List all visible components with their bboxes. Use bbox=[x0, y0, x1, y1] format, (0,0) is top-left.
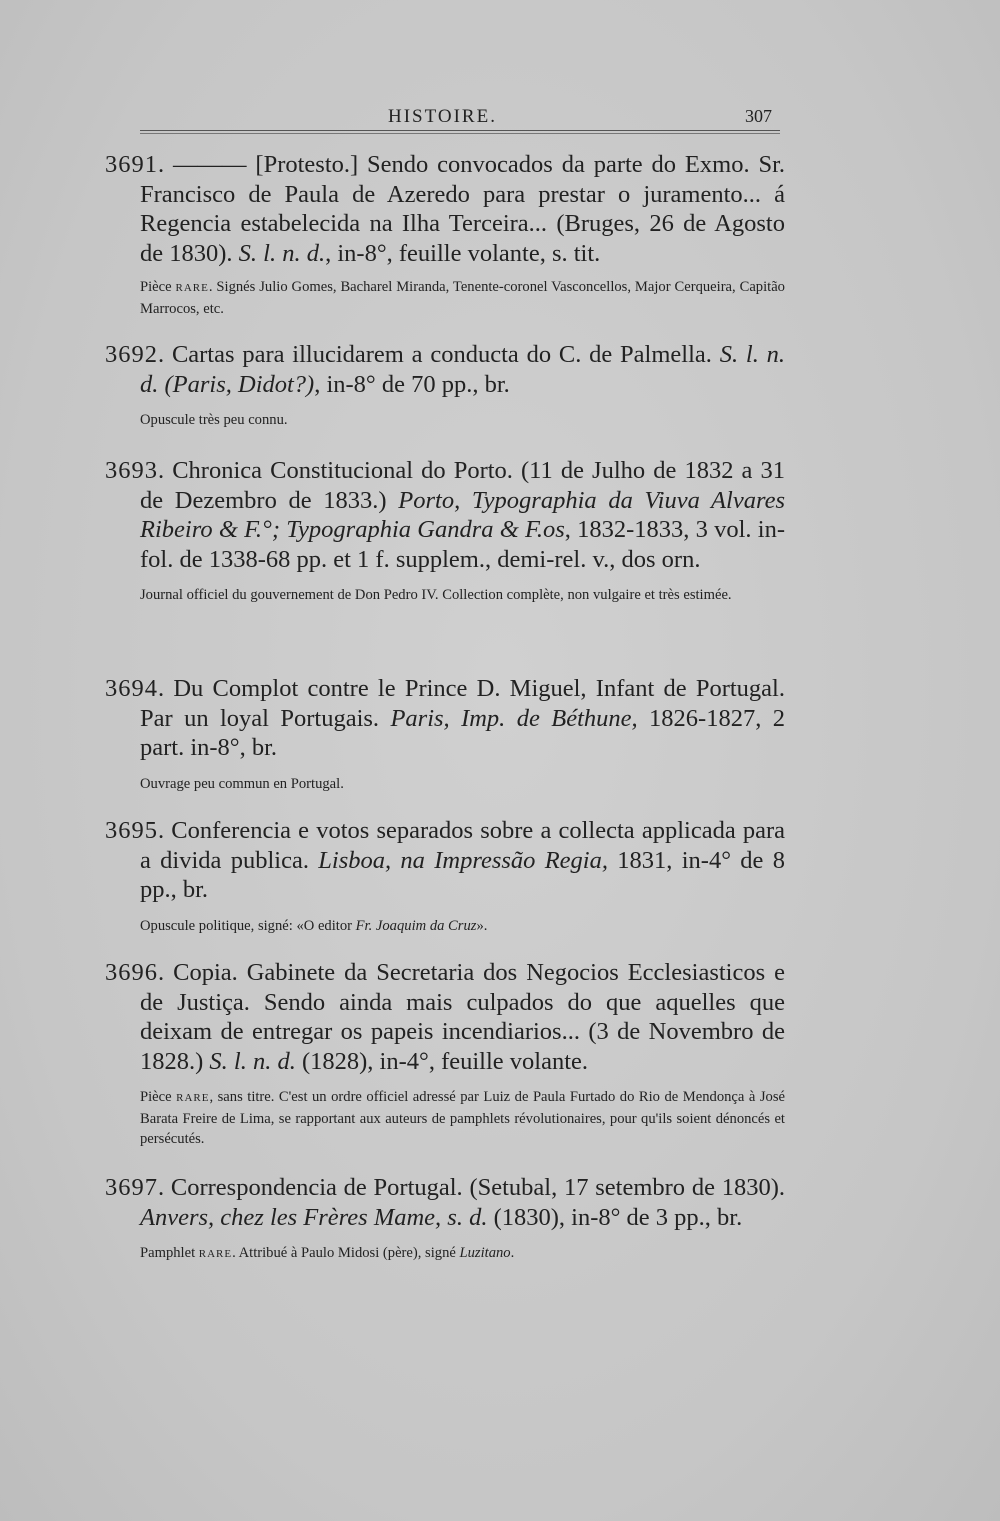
entry-imprint: Lisboa, na Impressão Regia, bbox=[318, 846, 608, 874]
entry-text: Chronica Constitucional do Porto. (11 de Julho de 1832 a 31 de Dezembro de 1833.) bbox=[140, 457, 785, 514]
entry-main-text: 3691. ——— [Protesto.] Sendo convocados da parte do Exmo. Sr. Francisco de Paula de Azeredo para prestar o juramento... á Regencia estabelecida na Ilha Terceira... (Bruges, 26 de Agosto de 1830). S. l. n. d., in-8°, feuille volante, s. tit. bbox=[105, 151, 786, 267]
note-signature: Luzitano bbox=[459, 1245, 511, 1261]
entry-note: Opuscule très peu connu. bbox=[140, 412, 288, 428]
entry-text: Correspondencia de Portugal. (Setubal, 17 setembro de 1830). bbox=[170, 1174, 785, 1201]
entry-note bbox=[140, 916, 785, 937]
entry-number: 3695 bbox=[105, 817, 158, 844]
running-header bbox=[140, 106, 780, 130]
entry-number: 3693 bbox=[105, 457, 158, 484]
entry-number: 3692 bbox=[105, 341, 158, 368]
page-number: 307 bbox=[745, 106, 772, 126]
catalog-entry-3694 bbox=[105, 674, 785, 794]
catalog-entry-3696 bbox=[105, 958, 785, 1150]
entry-number: 3696 bbox=[105, 959, 158, 986]
entry-note bbox=[140, 1243, 785, 1265]
note-text: Pièce bbox=[140, 279, 176, 295]
entry-text: Cartas para illucidarem a conducta do C. de Palmella. bbox=[171, 341, 720, 368]
entry-main-text: 3694. Du Complot contre le Prince D. Miguel, Infant de Portugal. Par un loyal Portugais. Paris, Imp. de Béthune, 1826-1827, 2 part. in-8°, br. bbox=[105, 675, 785, 761]
catalog-entry-3697 bbox=[105, 1173, 785, 1265]
note-text: Opuscule politique, signé: «O editor bbox=[140, 917, 356, 934]
entry-format: , in-8° de 70 pp., br. bbox=[314, 370, 510, 398]
header-rule bbox=[140, 130, 780, 134]
entry-imprint: S. l. n. d. bbox=[238, 239, 326, 267]
entry-note: Ouvrage peu commun en Portugal. bbox=[140, 775, 344, 792]
entry-text: Conferencia e votos separados sobre a collecta applicada para a divida publica. bbox=[140, 817, 786, 874]
note-text: , sans titre. C'est un ordre officiel adressé par Luiz de Paula Furtado do Rio de Mendonça à José Barata Freire de Lima, se rapportant aux auteurs de pamphlets révolutionaires, pour qu'ils soient dénoncés et persécutés. bbox=[140, 1089, 785, 1147]
entry-main-text: 3692. Cartas para illucidarem a conducta do C. de Palmella. S. l. n. d. (Paris, Didot?), in-8° de 70 pp., br. bbox=[105, 341, 786, 398]
note-text: . Attribué à Paulo Midosi (père), signé bbox=[232, 1245, 460, 1261]
entry-main-text: 3693. Chronica Constitucional do Porto. (11 de Julho de 1832 a 31 de Dezembro de 1833.) Porto, Typographia da Viuva Alvares Ribeiro & F.°; Typographia Gandra & F.os, 1832-1833, 3 vol. in-fol. de 1338-68 pp. et 1 f. supplem., demi-rel. v., dos orn. bbox=[105, 457, 785, 573]
note-text: Pièce bbox=[140, 1089, 177, 1105]
entry-format: , 1832-1833, 3 vol. in-fol. de 1338-68 pp. et 1 f. supplem., demi-rel. v., dos orn. bbox=[140, 516, 785, 573]
entry-format: (1830), in-8° de 3 pp., br. bbox=[487, 1203, 743, 1231]
note-text: . Signés Julio Gomes, Bacharel Miranda, Tenente-coronel Vasconcellos, Major Cerqueira, Capitão Marrocos, etc. bbox=[140, 279, 785, 317]
entry-main-text: 3697. Correspondencia de Portugal. (Setubal, 17 setembro de 1830). Anvers, chez les Frères Mame, s. d. (1830), in-8° de 3 pp., br. bbox=[105, 1174, 785, 1231]
entry-note bbox=[140, 277, 785, 319]
entry-imprint: Paris, Imp. de Béthune, bbox=[390, 704, 638, 732]
entry-imprint: Porto, Typographia da Viuva Alvares Ribeiro & F.°; Typographia Gandra & F.os bbox=[140, 486, 785, 543]
catalog-entry-3691 bbox=[105, 150, 785, 319]
entry-format: 1826-1827, 2 part. in-8°, br. bbox=[140, 704, 785, 761]
entry-main-text: 3696. Copia. Gabinete da Secretaria dos Negocios Ecclesiasticos e de Justiça. Sendo ainda mais culpados do que aquelles que deixam de entregar os papeis incendiarios... (3 de Novembro de 1828.) S. l. n. d. (1828), in-4°, feuille volante. bbox=[105, 959, 785, 1075]
header-title: HISTOIRE. bbox=[388, 106, 497, 127]
note-text: . bbox=[510, 1245, 515, 1261]
rare-label: RARE bbox=[176, 1092, 210, 1104]
entry-imprint: S. l. n. d. (Paris, Didot?) bbox=[140, 341, 786, 398]
catalog-entry-3693 bbox=[105, 456, 785, 606]
entry-imprint: Anvers, chez les Frères Mame, s. d. bbox=[140, 1203, 488, 1231]
rare-label: RARE bbox=[175, 282, 209, 294]
catalog-entry-3695 bbox=[105, 816, 785, 936]
entry-number: 3694 bbox=[105, 675, 158, 702]
entry-imprint: S. l. n. d. bbox=[209, 1047, 296, 1075]
entry-number: 3691 bbox=[105, 151, 158, 178]
entry-format: , in-8°, feuille volante, s. tit. bbox=[325, 239, 601, 267]
entry-text: [Protesto.] Sendo convocados da parte do Exmo. Sr. Francisco de Paula de Azeredo para prestar o juramento... á Regencia estabelecida na Ilha Terceira... (Bruges, 26 de Agosto de 1830). bbox=[140, 151, 786, 267]
entry-format: 1831, in-4° de 8 pp., br. bbox=[140, 846, 785, 903]
entry-main-text: 3695. Conferencia e votos separados sobre a collecta applicada para a divida publica. Lisboa, na Impressão Regia, 1831, in-4° de 8 pp., br. bbox=[105, 817, 786, 903]
entry-dash: ——— bbox=[173, 151, 247, 178]
rare-label: RARE bbox=[198, 1248, 233, 1260]
catalog-entry-3692 bbox=[105, 340, 785, 431]
entry-text: Du Complot contre le Prince D. Miguel, Infant de Portugal. Par un loyal Portugais. bbox=[140, 675, 785, 732]
entry-note: Journal officiel du gouvernement de Don Pedro IV. Collection complète, non vulgaire et très estimée. bbox=[140, 587, 732, 603]
note-text: Pamphlet bbox=[140, 1245, 199, 1261]
note-text: ». bbox=[476, 917, 488, 934]
entry-note bbox=[140, 1087, 785, 1150]
note-author: Fr. Joaquim da Cruz bbox=[355, 917, 477, 934]
entry-format: (1828), in-4°, feuille volante. bbox=[295, 1047, 589, 1075]
entry-number: 3697 bbox=[105, 1174, 158, 1201]
entry-text: Copia. Gabinete da Secretaria dos Negocios Ecclesiasticos e de Justiça. Sendo ainda mais culpados do que aquelles que deixam de entregar os papeis incendiarios... (3 de Novembro de 1828.) bbox=[140, 959, 785, 1075]
